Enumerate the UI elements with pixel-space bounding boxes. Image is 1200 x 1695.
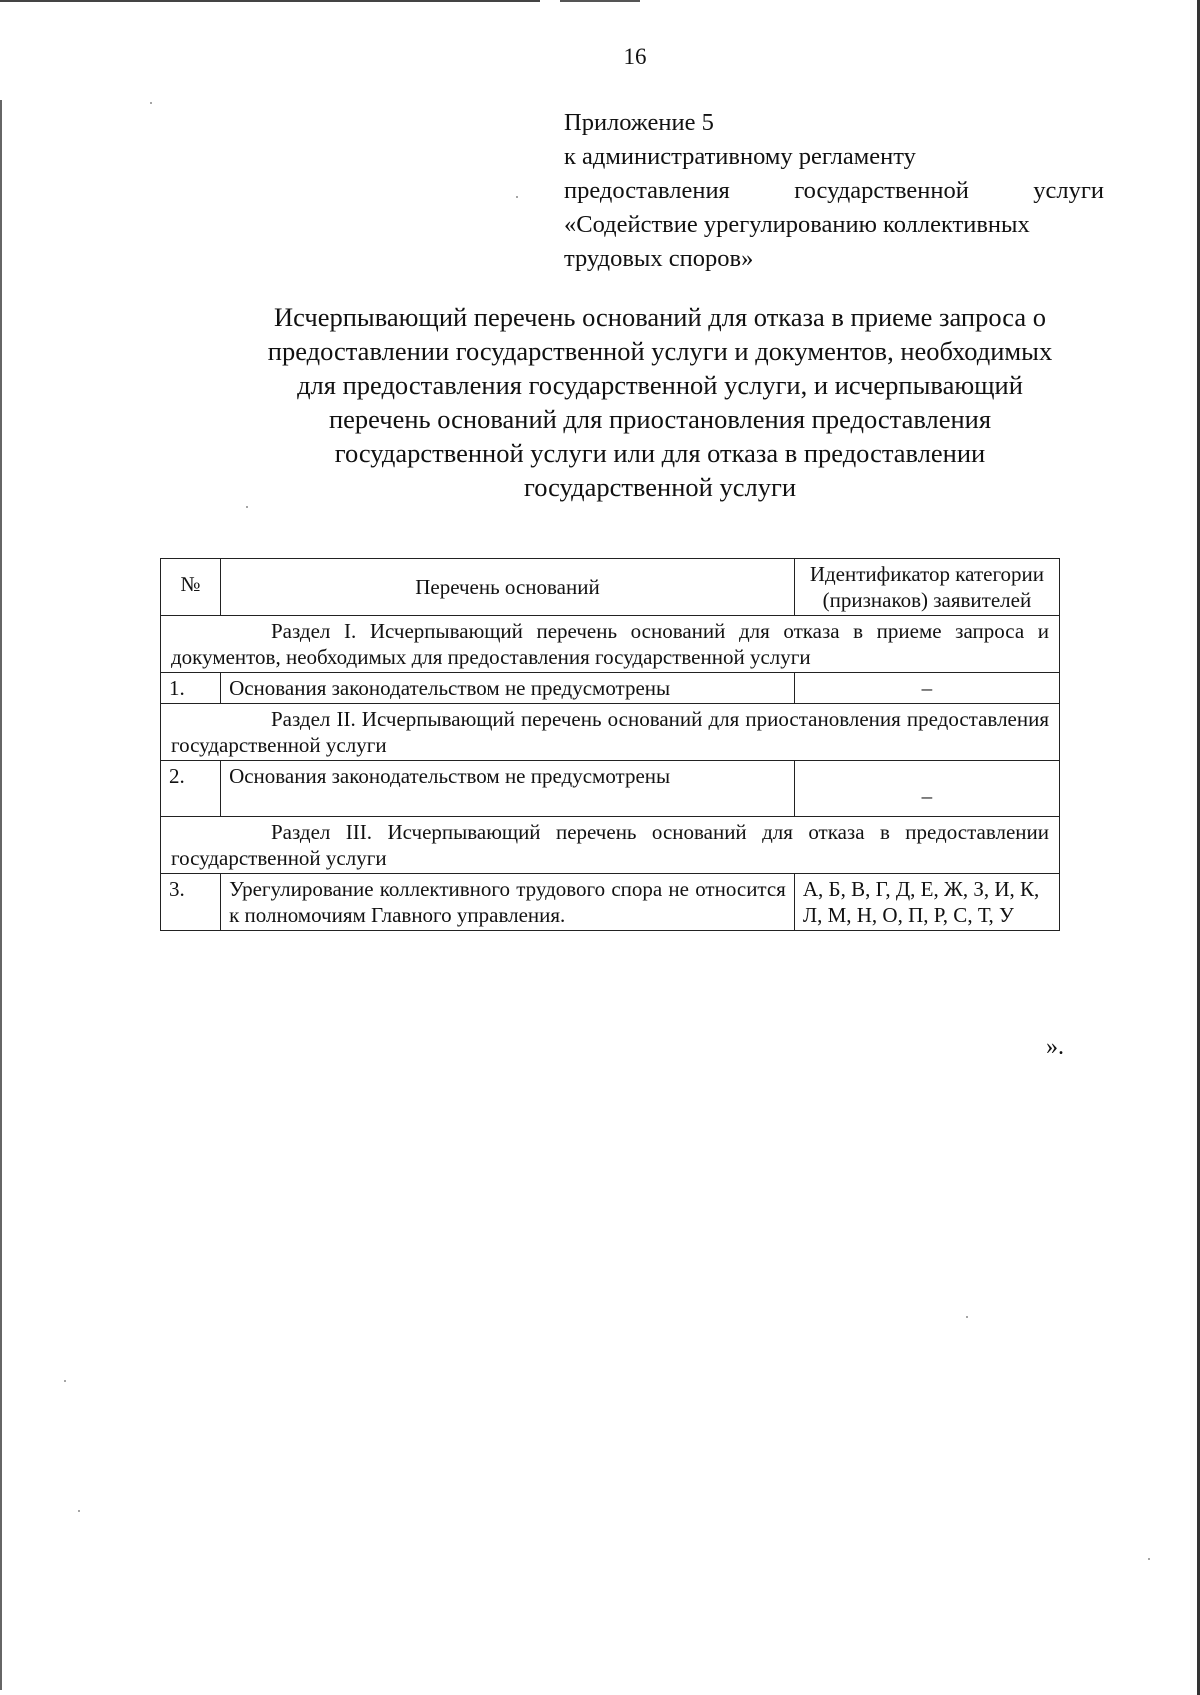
annex-header <box>564 106 1104 276</box>
title-line: перечень оснований для приостановления предоставления <box>328 404 992 434</box>
row-num: 2. <box>161 761 221 817</box>
annex-line: трудовых споров» <box>564 245 754 272</box>
scan-border-left <box>0 100 2 1690</box>
scan-speck <box>516 196 518 198</box>
annex-word: государственной <box>794 177 969 204</box>
scan-speck <box>64 1380 66 1382</box>
scan-border-top-fragment <box>560 0 640 2</box>
row-identifier: – <box>794 673 1059 704</box>
grounds-table <box>160 558 1060 931</box>
scan-speck <box>1148 1558 1150 1560</box>
annex-line: «Содействие урегулированию коллективных <box>564 211 1030 238</box>
table-row <box>161 673 1060 704</box>
scan-speck <box>246 506 248 508</box>
scan-speck <box>150 102 152 104</box>
title-line: предоставлении государственной услуги и документов, необходимых <box>267 336 1053 366</box>
row-reason: Основания законодательством не предусмотрены <box>221 761 795 817</box>
document-title <box>200 300 1120 504</box>
title-line: для предоставления государственной услуги, и исчерпывающий <box>297 370 1023 400</box>
row-num: 1. <box>161 673 221 704</box>
section-row <box>161 616 1060 673</box>
section-title: Раздел III. Исчерпывающий перечень оснований для отказа в предоставлении государственной услуги <box>161 817 1060 874</box>
table-header-row <box>161 559 1060 616</box>
title-line: Исчерпывающий перечень оснований для отказа в приеме запроса о <box>274 302 1046 332</box>
page-number: 16 <box>623 44 647 69</box>
row-identifier: А, Б, В, Г, Д, Е, Ж, З, И, К, Л, М, Н, О, П, Р, С, Т, У <box>794 874 1059 931</box>
section-row <box>161 817 1060 874</box>
header-identifier: Идентификатор категории (признаков) заявителей <box>794 559 1059 616</box>
header-num: № <box>161 559 221 616</box>
row-reason: Урегулирование коллективного трудового спора не относится к полномочиям Главного управления. <box>221 874 795 931</box>
section-title: Раздел I. Исчерпывающий перечень оснований для отказа в приеме запроса и документов, необходимых для предоставления государственной услуги <box>161 616 1060 673</box>
row-reason: Основания законодательством не предусмотрены <box>221 673 795 704</box>
title-line: государственной услуги или для отказа в предоставлении <box>334 438 986 468</box>
title-line: государственной услуги <box>523 472 797 502</box>
scan-speck <box>78 1510 80 1512</box>
section-row <box>161 704 1060 761</box>
header-list: Перечень оснований <box>221 559 795 616</box>
row-num: 3. <box>161 874 221 931</box>
scan-speck <box>966 1316 968 1318</box>
annex-word: предоставления <box>564 177 730 204</box>
section-title: Раздел II. Исчерпывающий перечень оснований для приостановления предоставления государственной услуги <box>161 704 1060 761</box>
annex-line: Приложение 5 <box>564 109 714 136</box>
scan-border-top <box>0 0 540 2</box>
annex-line-justified <box>564 174 1104 208</box>
table-row <box>161 761 1060 817</box>
closing-quote: ». <box>1046 1034 1064 1060</box>
annex-line: к административному регламенту <box>564 143 916 170</box>
annex-word: услуги <box>1033 177 1104 204</box>
table-row <box>161 874 1060 931</box>
row-identifier: – <box>794 761 1059 817</box>
